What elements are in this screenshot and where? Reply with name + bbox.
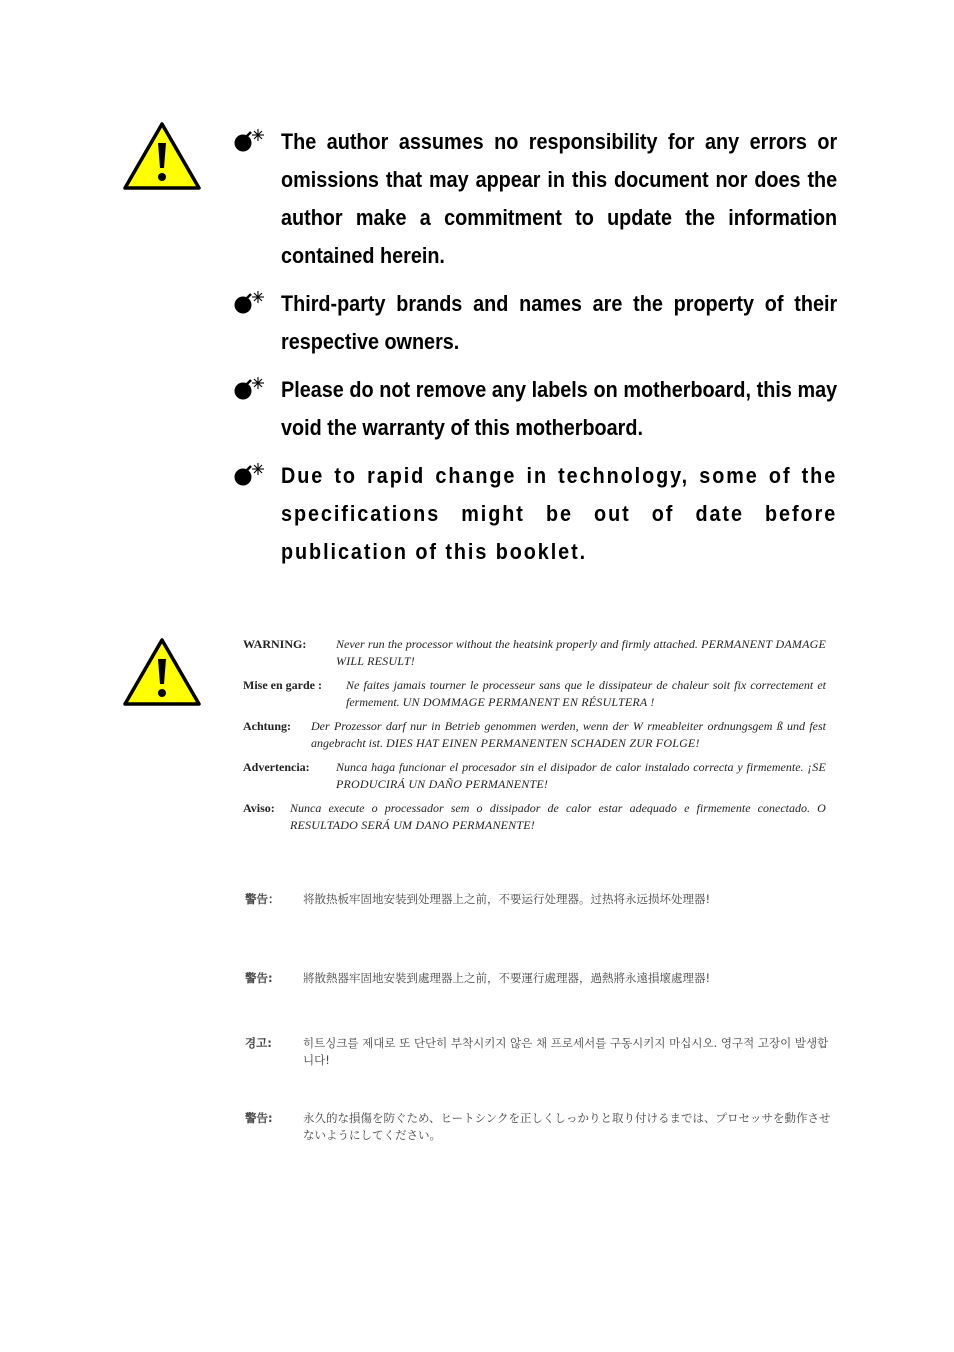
warning-triangle-icon [122,637,202,707]
warning-traditional-chinese [245,970,835,987]
warning-label: WARNING: [243,637,307,651]
disclaimer-text: Third-party brands and names are the property of their respective owners. [281,291,838,354]
warning-label: Advertencia: [243,760,310,774]
bomb-icon [232,128,268,154]
disclaimer-text: The author assumes no responsibility for any errors or omissions that may appear in this document nor does the author make a commitment to update the information contained herein. [281,129,838,268]
warning-english [243,636,826,670]
warning-french [243,677,826,711]
disclaimer-item [232,123,838,275]
disclaimer-text: Due to rapid change in technology, some of the specifications might be out of date before publication of this booklet. [281,463,838,564]
warning-text: Never run the processor without the heatsink properly and firmly attached. PERMANENT DAMAGE WILL RESULT! [336,637,827,668]
warning-spanish [243,759,826,793]
bomb-icon [232,290,268,316]
disclaimer-text: Please do not remove any labels on motherboard, this may void the warranty of this motherboard. [281,377,838,440]
warning-triangle-icon [122,121,202,191]
warning-text: Ne faites jamais tourner le processeur sans que le dissipateur de chaleur soit fix correctement et fermement. UN DOMMAGE PERMANENT EN RÉSULTERA ! [346,678,826,709]
warning-japanese [245,1110,835,1144]
warning-portuguese [243,800,826,834]
disclaimer-item [232,371,838,447]
disclaimer-list [232,123,838,581]
warning-text: 永久的な損傷を防ぐため、ヒートシンクを正しくしっかりと取り付けるまでは、プロセッサを動作させないようにしてください。 [303,1111,831,1142]
warning-label: 警告: [245,1111,273,1125]
disclaimer-item [232,285,838,361]
bomb-icon [232,462,268,488]
warning-text: Nunca execute o processador sem o dissipador de calor estar adequado e firmemente conectado. O RESULTADO SERÁ UM DANO PERMANENTE! [290,801,827,832]
warning-text: 히트싱크를 제대로 또 단단히 부착시키지 않은 채 프로세서를 구동시키지 마십시오. 영구적 고장이 발생합니다! [303,1036,829,1067]
warning-text: Nunca haga funcionar el procesador sin el disipador de calor instalado correcta y firmemente. ¡SE PRODUCIRÁ UN DAÑO PERMANENTE! [336,760,826,791]
warning-label: Mise en garde : [243,678,322,692]
warning-label: Aviso: [243,801,275,815]
warning-label: 警告: [245,971,273,985]
warning-text: 将散热板牢固地安装到处理器上之前，不要运行处理器。过热将永远损坏处理器! [303,892,711,906]
disclaimer-item [232,457,838,571]
multilingual-warnings [243,636,826,841]
warning-korean [245,1035,835,1069]
warning-label: 警告： [245,892,280,906]
warning-german [243,718,826,752]
warning-label: 경고: [245,1036,272,1050]
bomb-icon [232,376,268,402]
warning-text: 將散熱器牢固地安裝到處理器上之前，不要運行處理器，過熱將永遠損壞處理器! [303,971,711,985]
warning-label: Achtung: [243,719,292,733]
warning-text: Der Prozessor darf nur in Betrieb genommen werden, wenn der W rmeableiter ordnungsgem ß und fest angebracht ist. DIES HAT EINEN PERMANENTEN SCHADEN ZUR FOLGE! [311,719,826,750]
warning-simplified-chinese [245,891,835,908]
